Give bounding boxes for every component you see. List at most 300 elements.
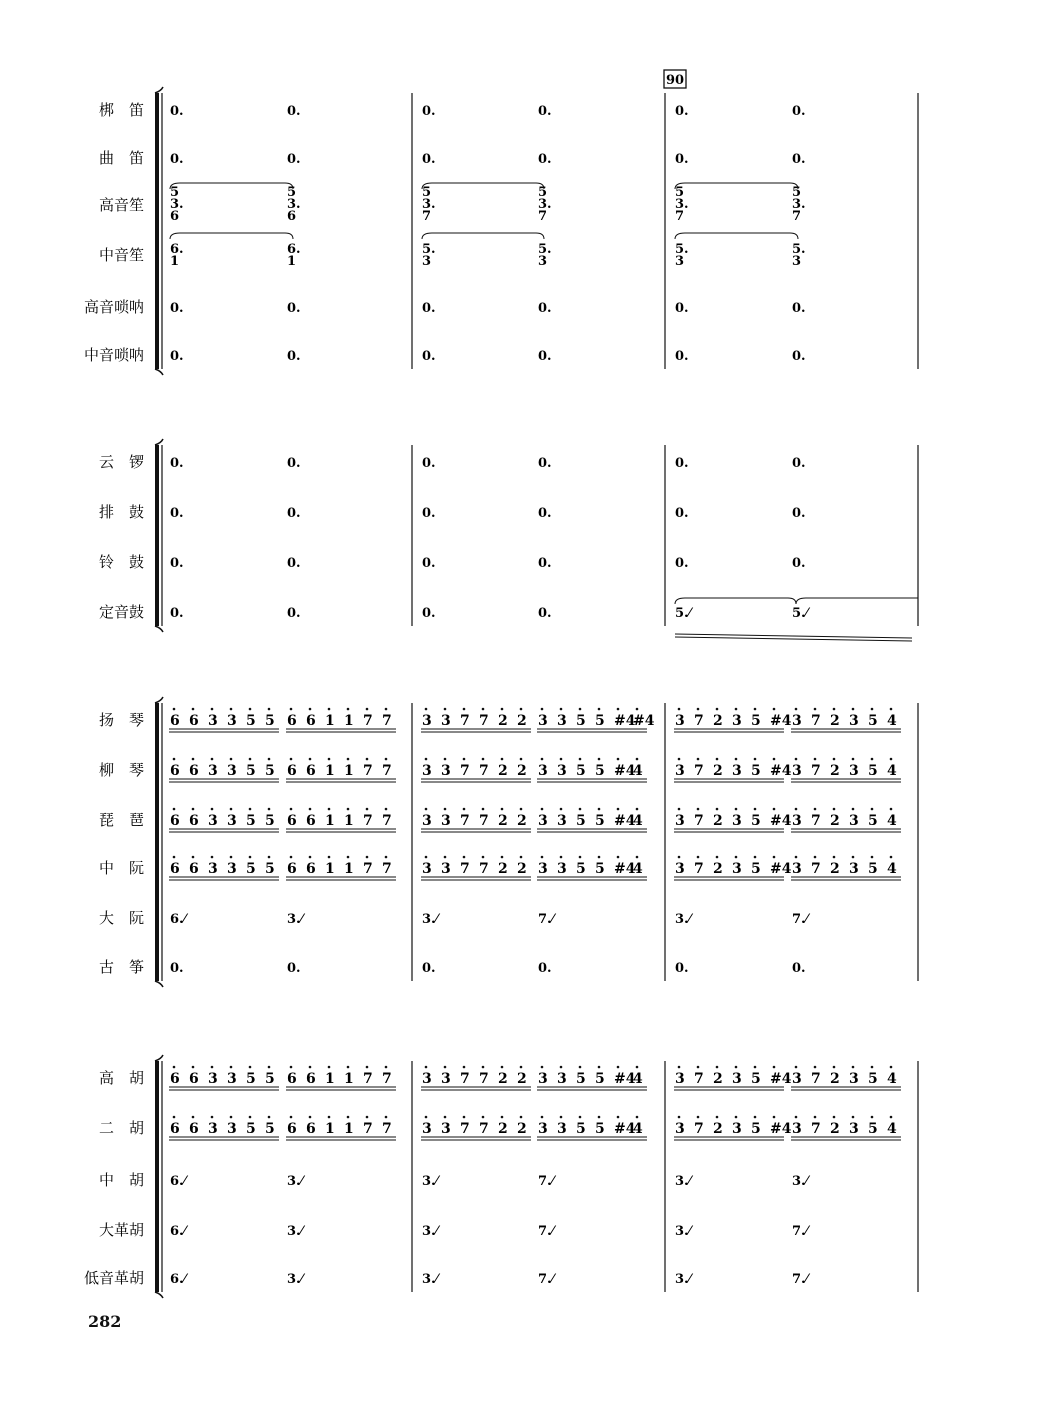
octave-dot xyxy=(366,856,369,859)
note-cell: 0. xyxy=(675,152,689,167)
note-cell: 0. xyxy=(538,556,552,571)
staff-group-winds xyxy=(84,87,918,375)
note-cell: 5 3. 7 xyxy=(422,185,436,224)
octave-dot xyxy=(173,856,176,859)
note-cell: 3 3 5 5 #44 xyxy=(538,861,643,877)
note-cell: 0. xyxy=(422,349,436,364)
score-systems xyxy=(84,87,918,1298)
octave-dot xyxy=(192,1116,195,1119)
octave-dot xyxy=(852,808,855,811)
octave-dot xyxy=(482,808,485,811)
note-cell: 3 7 2 3 5 #4 xyxy=(675,763,792,779)
staff-row xyxy=(99,1116,901,1140)
octave-dot xyxy=(773,708,776,711)
octave-dot xyxy=(579,708,582,711)
octave-dot xyxy=(520,708,523,711)
note-cell: 6 6 1 1 7 7 xyxy=(287,713,392,729)
note-cell: 3 7 2 3 5 4 xyxy=(792,763,897,779)
octave-dot xyxy=(560,808,563,811)
octave-dot xyxy=(814,1066,817,1069)
instrument-label: 柳 琴 xyxy=(98,761,144,779)
note-cell: 3.⁄ xyxy=(287,1224,303,1239)
octave-dot xyxy=(192,808,195,811)
octave-dot xyxy=(230,1116,233,1119)
note-cell: 0. xyxy=(287,506,301,521)
note-cell: 0. xyxy=(170,349,184,364)
instrument-label: 中音笙 xyxy=(98,246,144,264)
instrument-label: 铃 鼓 xyxy=(98,553,144,571)
octave-dot xyxy=(290,1066,293,1069)
octave-dot xyxy=(735,1116,738,1119)
octave-dot xyxy=(211,808,214,811)
note-cell: 0. xyxy=(287,349,301,364)
octave-dot xyxy=(463,808,466,811)
octave-dot xyxy=(501,808,504,811)
note-cell: 0. xyxy=(422,456,436,471)
octave-dot xyxy=(541,758,544,761)
staff-row xyxy=(99,149,806,167)
instrument-label: 排 鼓 xyxy=(98,503,144,521)
octave-dot xyxy=(773,758,776,761)
octave-dot xyxy=(678,1116,681,1119)
note-cell: 0. xyxy=(170,152,184,167)
octave-dot xyxy=(385,1066,388,1069)
octave-dot xyxy=(560,1066,563,1069)
note-cell: 3 7 2 3 5 4 xyxy=(792,1071,897,1087)
octave-dot xyxy=(795,856,798,859)
octave-dot xyxy=(309,708,312,711)
note-cell: 6. 1 xyxy=(170,242,184,269)
octave-dot xyxy=(173,1066,176,1069)
note-cell: 0. xyxy=(170,104,184,119)
octave-dot xyxy=(501,856,504,859)
octave-dot xyxy=(211,856,214,859)
note-cell: 3 7 2 3 5 4 xyxy=(792,713,897,729)
octave-dot xyxy=(425,1066,428,1069)
octave-dot xyxy=(268,856,271,859)
note-cell: 7.⁄ xyxy=(792,1224,808,1239)
octave-dot xyxy=(290,1116,293,1119)
note-cell: 3.⁄ xyxy=(422,1174,438,1189)
note-cell: 0. xyxy=(792,556,806,571)
octave-dot xyxy=(290,708,293,711)
tie xyxy=(422,233,544,239)
octave-dot xyxy=(385,758,388,761)
octave-dot xyxy=(795,1066,798,1069)
octave-dot xyxy=(814,758,817,761)
tie xyxy=(170,183,293,189)
instrument-label: 中 胡 xyxy=(98,1171,144,1189)
note-cell: 0. xyxy=(792,456,806,471)
instrument-label: 二 胡 xyxy=(98,1119,144,1137)
note-cell: 0. xyxy=(538,961,552,976)
note-cell: 5 3. 7 xyxy=(675,185,689,224)
octave-dot xyxy=(598,856,601,859)
instrument-label: 古 筝 xyxy=(98,958,144,976)
note-cell: 6 6 3 3 5 5 xyxy=(170,813,275,829)
note-cell: 6 6 1 1 7 7 xyxy=(287,1121,392,1137)
staff-row xyxy=(84,346,806,364)
octave-dot xyxy=(463,856,466,859)
note-cell: 6 6 3 3 5 5 xyxy=(170,713,275,729)
octave-dot xyxy=(444,1066,447,1069)
note-cell: 3.⁄ xyxy=(287,1174,303,1189)
instrument-label: 中音唢呐 xyxy=(83,346,144,364)
staff-row xyxy=(99,1171,811,1189)
instrument-label: 低音革胡 xyxy=(83,1269,144,1287)
octave-dot xyxy=(852,1116,855,1119)
octave-dot xyxy=(579,1116,582,1119)
octave-dot xyxy=(871,856,874,859)
octave-dot xyxy=(366,708,369,711)
staff-row xyxy=(99,233,806,269)
octave-dot xyxy=(852,758,855,761)
octave-dot xyxy=(833,758,836,761)
note-cell: 0. xyxy=(422,556,436,571)
octave-dot xyxy=(249,1066,252,1069)
octave-dot xyxy=(230,758,233,761)
octave-dot xyxy=(852,856,855,859)
octave-dot xyxy=(754,856,757,859)
octave-dot xyxy=(890,808,893,811)
octave-dot xyxy=(520,856,523,859)
octave-dot xyxy=(249,758,252,761)
note-cell: 0. xyxy=(792,301,806,316)
note-cell: 6 6 3 3 5 5 xyxy=(170,763,275,779)
octave-dot xyxy=(541,856,544,859)
octave-dot xyxy=(579,808,582,811)
note-cell: 6.⁄ xyxy=(170,1174,186,1189)
octave-dot xyxy=(617,1116,620,1119)
note-cell: 0. xyxy=(170,456,184,471)
note-cell: 3.⁄ xyxy=(422,1272,438,1287)
octave-dot xyxy=(697,708,700,711)
octave-dot xyxy=(871,1066,874,1069)
note-cell: 3 7 2 3 5 4 xyxy=(792,861,897,877)
octave-dot xyxy=(425,708,428,711)
octave-dot xyxy=(482,708,485,711)
octave-dot xyxy=(347,1066,350,1069)
octave-dot xyxy=(444,1116,447,1119)
staff-group-percussion xyxy=(99,439,918,641)
tie xyxy=(170,233,293,239)
octave-dot xyxy=(192,1066,195,1069)
note-cell: 0. xyxy=(675,349,689,364)
octave-dot xyxy=(754,808,757,811)
staff-row xyxy=(99,598,918,641)
octave-dot xyxy=(636,1066,639,1069)
octave-dot xyxy=(192,708,195,711)
note-cell: 6 6 1 1 7 7 xyxy=(287,1071,392,1087)
note-cell: 5. 3 xyxy=(538,242,552,269)
staff-row xyxy=(99,808,901,832)
octave-dot xyxy=(735,808,738,811)
instrument-label: 云 锣 xyxy=(98,453,144,471)
octave-dot xyxy=(309,758,312,761)
note-cell: 0. xyxy=(538,301,552,316)
instrument-label: 大 阮 xyxy=(98,909,144,927)
note-cell: 5 3. 7 xyxy=(792,185,806,224)
note-cell: 3.⁄ xyxy=(422,912,438,927)
note-cell: 0. xyxy=(792,961,806,976)
octave-dot xyxy=(173,808,176,811)
note-cell: 3 7 2 3 5 #4 xyxy=(675,861,792,877)
note-cell: 3.⁄ xyxy=(287,912,303,927)
staff-group-plucked xyxy=(99,697,918,987)
octave-dot xyxy=(328,808,331,811)
note-cell: 0. xyxy=(422,961,436,976)
note-cell: 0. xyxy=(287,606,301,621)
octave-dot xyxy=(560,708,563,711)
octave-dot xyxy=(833,808,836,811)
octave-dot xyxy=(598,758,601,761)
octave-dot xyxy=(541,1116,544,1119)
octave-dot xyxy=(501,708,504,711)
octave-dot xyxy=(425,856,428,859)
octave-dot xyxy=(560,1116,563,1119)
octave-dot xyxy=(249,708,252,711)
octave-dot xyxy=(230,856,233,859)
octave-dot xyxy=(290,856,293,859)
staff-row xyxy=(99,958,806,976)
staff-row xyxy=(99,708,901,732)
note-cell: 3 3 5 5 #44 xyxy=(538,1071,643,1087)
note-cell: 5. 3 xyxy=(422,242,436,269)
octave-dot xyxy=(309,1116,312,1119)
octave-dot xyxy=(617,1066,620,1069)
note-cell: 0. xyxy=(170,961,184,976)
note-cell: 0. xyxy=(675,961,689,976)
note-cell: 0. xyxy=(287,456,301,471)
note-cell: 5. 3 xyxy=(675,242,689,269)
octave-dot xyxy=(814,708,817,711)
tie xyxy=(675,183,798,189)
octave-dot xyxy=(230,708,233,711)
octave-dot xyxy=(444,808,447,811)
note-cell: 0. xyxy=(422,104,436,119)
octave-dot xyxy=(833,856,836,859)
octave-dot xyxy=(697,856,700,859)
note-cell: 6.⁄ xyxy=(170,1224,186,1239)
instrument-label: 扬 琴 xyxy=(98,711,144,729)
instrument-label: 琵 琶 xyxy=(98,811,144,829)
staff-row xyxy=(99,553,806,571)
note-cell: 3 3 7 7 2 2 xyxy=(422,763,527,779)
note-cell: 3 7 2 3 5 #4 xyxy=(675,813,792,829)
note-cell: 5. 3 xyxy=(792,242,806,269)
octave-dot xyxy=(347,708,350,711)
octave-dot xyxy=(871,808,874,811)
note-cell: 0. xyxy=(792,506,806,521)
octave-dot xyxy=(501,1116,504,1119)
octave-dot xyxy=(366,758,369,761)
octave-dot xyxy=(328,856,331,859)
octave-dot xyxy=(754,1066,757,1069)
octave-dot xyxy=(617,708,620,711)
note-cell: 0. xyxy=(422,152,436,167)
octave-dot xyxy=(636,856,639,859)
note-cell: 3 7 2 3 5 4 xyxy=(792,813,897,829)
octave-dot xyxy=(814,1116,817,1119)
octave-dot xyxy=(579,856,582,859)
note-cell: 0. xyxy=(538,456,552,471)
octave-dot xyxy=(347,1116,350,1119)
octave-dot xyxy=(268,808,271,811)
staff-row xyxy=(84,298,806,316)
note-cell: 6 6 1 1 7 7 xyxy=(287,861,392,877)
note-cell: 0. xyxy=(422,606,436,621)
octave-dot xyxy=(871,1116,874,1119)
octave-dot xyxy=(366,808,369,811)
note-cell: 3.⁄ xyxy=(287,1272,303,1287)
note-cell: 3.⁄ xyxy=(792,1174,808,1189)
octave-dot xyxy=(716,856,719,859)
note-cell: 0. xyxy=(792,152,806,167)
octave-dot xyxy=(501,758,504,761)
octave-dot xyxy=(482,1116,485,1119)
octave-dot xyxy=(425,1116,428,1119)
octave-dot xyxy=(636,758,639,761)
staff-row xyxy=(99,909,811,927)
octave-dot xyxy=(598,708,601,711)
note-cell: 0. xyxy=(792,349,806,364)
note-cell: 0. xyxy=(422,301,436,316)
octave-dot xyxy=(541,708,544,711)
note-cell: 3 3 7 7 2 2 xyxy=(422,713,527,729)
note-cell: 0. xyxy=(538,506,552,521)
note-cell: 7.⁄ xyxy=(792,912,808,927)
note-cell: 0. xyxy=(792,104,806,119)
note-cell: 0. xyxy=(287,301,301,316)
octave-dot xyxy=(697,1116,700,1119)
octave-dot xyxy=(890,758,893,761)
octave-dot xyxy=(385,808,388,811)
note-cell: 3.⁄ xyxy=(675,912,691,927)
note-cell: 0. xyxy=(538,349,552,364)
note-cell: 3 3 7 7 2 2 xyxy=(422,813,527,829)
octave-dot xyxy=(636,1116,639,1119)
octave-dot xyxy=(463,708,466,711)
note-cell: 0. xyxy=(675,556,689,571)
octave-dot xyxy=(173,708,176,711)
staff-row xyxy=(99,503,806,521)
note-cell: 5 3. 6 xyxy=(170,185,184,224)
note-cell: 5 3. 7 xyxy=(538,185,552,224)
octave-dot xyxy=(890,708,893,711)
note-cell: 0. xyxy=(287,961,301,976)
octave-dot xyxy=(347,856,350,859)
octave-dot xyxy=(463,1116,466,1119)
note-cell: 3.⁄ xyxy=(422,1224,438,1239)
octave-dot xyxy=(366,1066,369,1069)
note-cell: 3 7 2 3 5 #4 xyxy=(675,1071,792,1087)
octave-dot xyxy=(697,1066,700,1069)
octave-dot xyxy=(192,856,195,859)
octave-dot xyxy=(268,1116,271,1119)
octave-dot xyxy=(192,758,195,761)
tie xyxy=(675,233,798,239)
octave-dot xyxy=(678,808,681,811)
note-cell: 6.⁄ xyxy=(170,1272,186,1287)
octave-dot xyxy=(795,708,798,711)
octave-dot xyxy=(309,856,312,859)
staff-group-bowed xyxy=(84,1055,918,1298)
octave-dot xyxy=(678,708,681,711)
octave-dot xyxy=(735,708,738,711)
note-cell: 0. xyxy=(675,104,689,119)
note-cell: 0. xyxy=(287,104,301,119)
note-cell: 5 3. 6 xyxy=(287,185,301,224)
octave-dot xyxy=(385,708,388,711)
octave-dot xyxy=(579,758,582,761)
note-cell: 0. xyxy=(675,456,689,471)
octave-dot xyxy=(211,708,214,711)
octave-dot xyxy=(520,758,523,761)
octave-dot xyxy=(268,758,271,761)
note-cell: 6 6 1 1 7 7 xyxy=(287,813,392,829)
instrument-label: 大革胡 xyxy=(98,1221,144,1239)
octave-dot xyxy=(347,758,350,761)
octave-dot xyxy=(617,808,620,811)
note-cell: 7.⁄ xyxy=(538,912,554,927)
note-cell: 3 7 2 3 5 #4 xyxy=(675,713,792,729)
octave-dot xyxy=(773,1116,776,1119)
note-cell: 5.⁄ xyxy=(675,606,691,621)
octave-dot xyxy=(678,1066,681,1069)
octave-dot xyxy=(636,808,639,811)
instrument-label: 高音笙 xyxy=(98,196,144,214)
octave-dot xyxy=(463,758,466,761)
instrument-label: 高音唢呐 xyxy=(83,298,144,316)
note-cell: 3 3 5 5 #44 xyxy=(538,813,643,829)
octave-dot xyxy=(249,1116,252,1119)
octave-dot xyxy=(290,758,293,761)
octave-dot xyxy=(678,758,681,761)
octave-dot xyxy=(385,856,388,859)
octave-dot xyxy=(735,1066,738,1069)
octave-dot xyxy=(814,856,817,859)
note-cell: 0. xyxy=(287,152,301,167)
octave-dot xyxy=(795,808,798,811)
octave-dot xyxy=(309,808,312,811)
note-cell: 0. xyxy=(675,301,689,316)
octave-dot xyxy=(173,758,176,761)
octave-dot xyxy=(579,1066,582,1069)
note-cell: 6 6 3 3 5 5 xyxy=(170,1071,275,1087)
octave-dot xyxy=(735,856,738,859)
octave-dot xyxy=(754,758,757,761)
note-cell: 0. xyxy=(538,152,552,167)
octave-dot xyxy=(541,1066,544,1069)
octave-dot xyxy=(268,708,271,711)
staff-row xyxy=(84,1269,811,1287)
octave-dot xyxy=(444,758,447,761)
octave-dot xyxy=(173,1116,176,1119)
octave-dot xyxy=(598,1066,601,1069)
note-cell: 3.⁄ xyxy=(675,1272,691,1287)
octave-dot xyxy=(211,1116,214,1119)
tie xyxy=(422,183,544,189)
octave-dot xyxy=(249,856,252,859)
octave-dot xyxy=(482,758,485,761)
octave-dot xyxy=(425,808,428,811)
octave-dot xyxy=(598,1116,601,1119)
octave-dot xyxy=(385,1116,388,1119)
octave-dot xyxy=(852,708,855,711)
octave-dot xyxy=(716,1116,719,1119)
octave-dot xyxy=(249,808,252,811)
octave-dot xyxy=(444,708,447,711)
